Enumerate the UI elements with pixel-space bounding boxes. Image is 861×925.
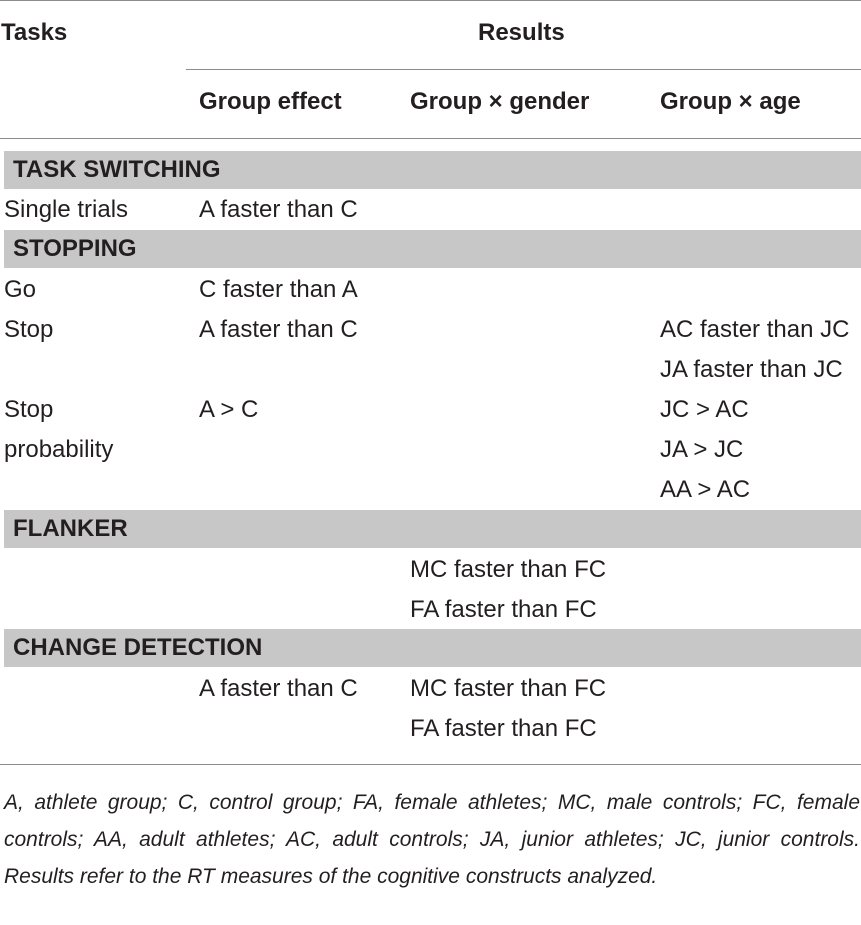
header-tasks: Tasks <box>1 19 68 46</box>
table-footnote: A, athlete group; C, control group; FA, female athletes; MC, male controls; FC, female controls; AA, adult athletes; AC, adult controls; JA, junior athletes; JC, junior controls. Results refer to the RT measures of the cognitive constructs analyzed. <box>4 791 860 888</box>
result-group-effect: A faster than C <box>199 316 358 343</box>
result-group-age: JC > AC <box>660 396 749 423</box>
table-bottom-rule <box>0 764 861 765</box>
result-group-gender: FA faster than FC <box>410 596 597 623</box>
result-group-age: JA > JC <box>660 436 744 463</box>
result-group-effect: A > C <box>199 396 259 423</box>
header-results: Results <box>478 19 565 46</box>
task-stop-probability-line1: Stop <box>4 396 54 423</box>
result-group-age: JA faster than JC <box>660 356 843 383</box>
result-group-gender: MC faster than FC <box>410 556 607 583</box>
result-group-effect: A faster than C <box>199 196 358 223</box>
result-group-gender: FA faster than FC <box>410 715 597 742</box>
section-title: TASK SWITCHING <box>13 156 221 183</box>
results-rule <box>186 69 861 70</box>
section-title: FLANKER <box>13 515 128 542</box>
result-group-age: AC faster than JC <box>660 316 850 343</box>
result-group-gender: MC faster than FC <box>410 675 607 702</box>
result-group-effect: A faster than C <box>199 675 358 702</box>
top-rule <box>0 0 861 1</box>
header-bottom-rule <box>0 138 861 139</box>
result-group-age: AA > AC <box>660 476 751 503</box>
task-stop: Stop <box>4 316 54 343</box>
result-group-effect: C faster than A <box>199 276 358 303</box>
header-group-effect: Group effect <box>199 88 342 115</box>
task-stop-probability-line2: probability <box>4 436 114 463</box>
section-stopping <box>4 230 861 268</box>
section-change-detection <box>4 629 861 667</box>
task-single-trials: Single trials <box>4 196 129 223</box>
header-group-gender: Group × gender <box>410 88 590 115</box>
section-task-switching <box>4 151 861 189</box>
section-title: STOPPING <box>13 235 137 262</box>
section-flanker <box>4 510 861 548</box>
section-title: CHANGE DETECTION <box>13 634 263 661</box>
task-go: Go <box>4 276 37 303</box>
header-group-age: Group × age <box>660 88 801 115</box>
